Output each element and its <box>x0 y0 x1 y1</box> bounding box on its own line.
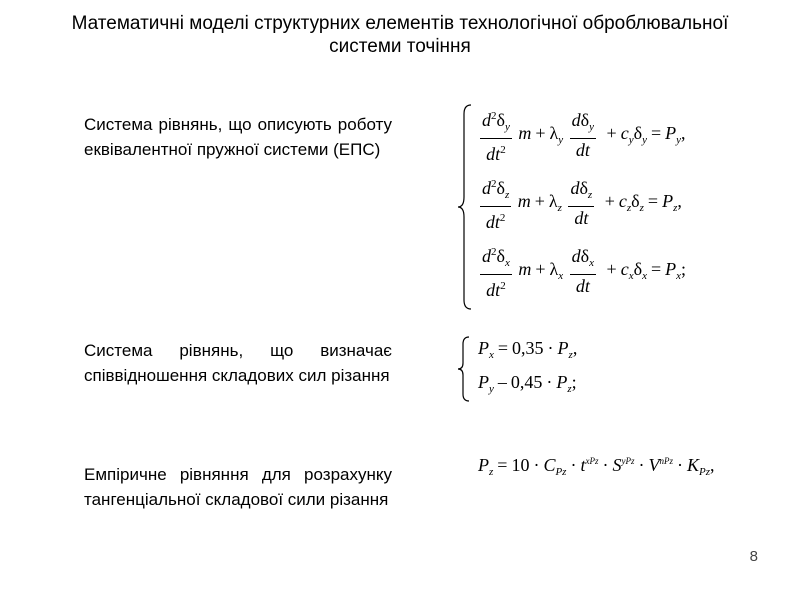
section-description-force-ratio: Система рівнянь, що визначає співвідношення складових сил різання <box>84 341 392 385</box>
equation-system-eps <box>456 102 776 312</box>
left-brace-icon <box>456 102 474 312</box>
equation-system-force-ratio <box>456 334 656 404</box>
equation-force-ratio-1: $P_x = 0,35 \cdot P_z$, <box>478 338 578 361</box>
equation-empirical: $P_z = 10 \cdot C_{Pz} \cdot t^{xPz} \cdot S^{yPz} \cdot V^{nPz} \cdot K_{Pz}$, <box>478 455 715 478</box>
page-number: 8 <box>749 548 758 565</box>
equation-eps-2: $\frac{d^2\delta_z}{dt^2}$ $m + \lambda_z$ $\frac{d\delta_z}{dt}$ + $c_z\delta_z = P_z$, <box>478 174 682 232</box>
equation-eps-3: $\frac{d^2\delta_x}{dt^2}$ $m + \lambda_x$ $\frac{d\delta_x}{dt}$ + $c_x\delta_x = P_x$; <box>478 242 686 300</box>
section-description-empirical: Емпіричне рівняння для розрахунку тангенціальної складової сили різання <box>84 465 392 509</box>
equation-eps-1: $\frac{d^2\delta_y}{dt^2}$ $m + \lambda_y$ $\frac{d\delta_y}{dt}$ + $c_y\delta_y = P_y$, <box>478 106 686 164</box>
left-brace-icon <box>456 334 472 404</box>
slide-title: Математичні моделі структурних елементів технологічної оброблювальної системи точіння <box>71 13 729 57</box>
section-description-eps: Система рівнянь, що описують роботу еквівалентної пружної системи (ЕПС) <box>84 115 392 159</box>
equation-force-ratio-2: $P_y - 0,45 \cdot P_z$; <box>478 372 577 395</box>
